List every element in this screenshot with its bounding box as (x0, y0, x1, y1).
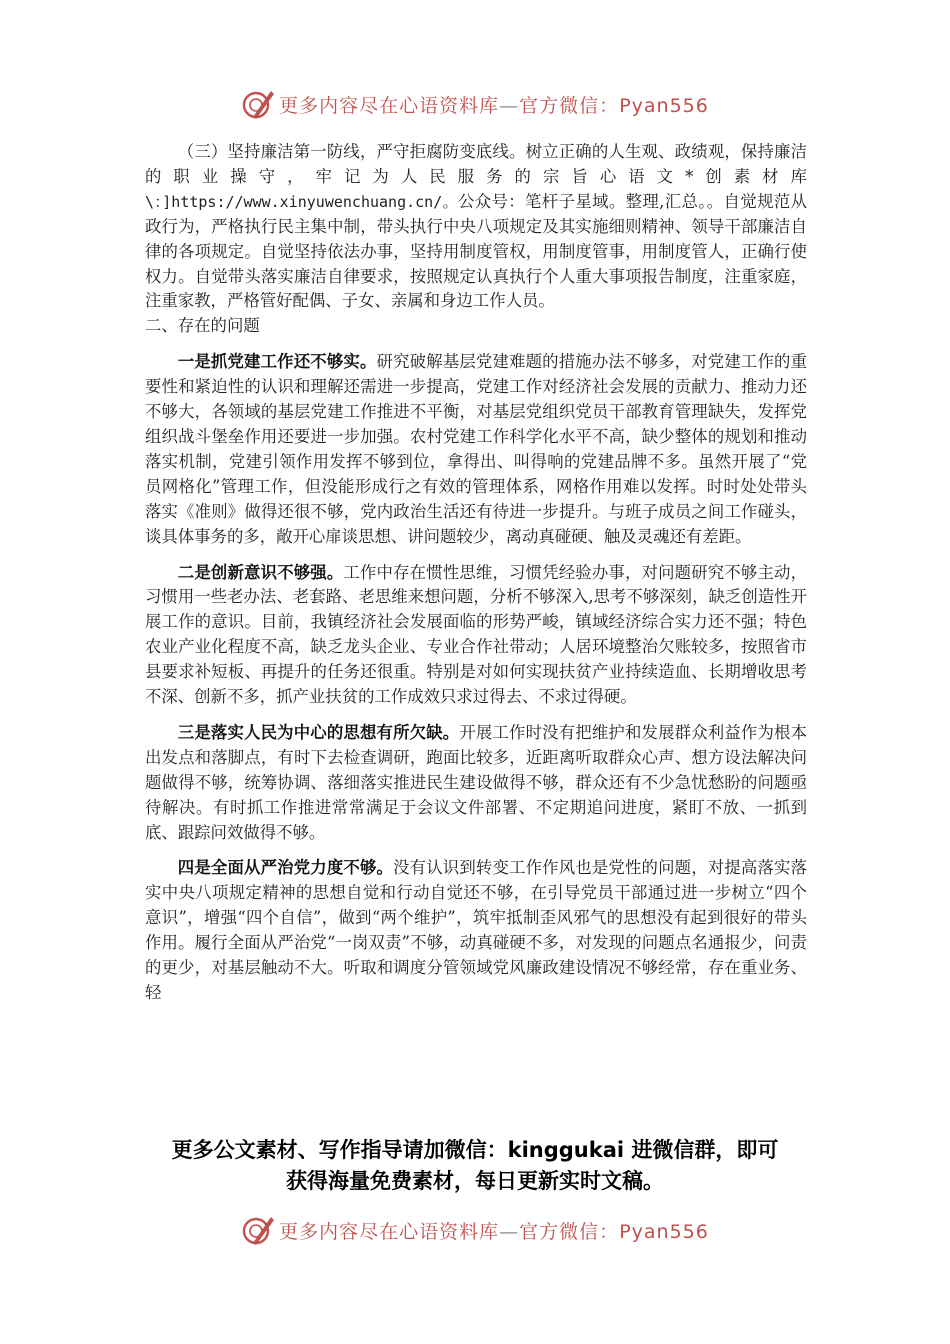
paragraph-issue-1: 一是抓党建工作还不够实。研究破解基层党建难题的措施办法不够多，对党建工作的重要性和紧迫性的认识和理解还需进一步提高，党建工作对经济社会发展的贡献力、推动力还不够大，各领域的基层党建工作推进不平衡，对基层党组织党员干部教育管理缺失，发挥党组织战斗堡垒作用还要进一步加强。农村党建工作科学化水平不高，缺少整体的规划和推动落实机制，党建引领作用发挥不够到位，拿得出、叫得响的党建品牌不多。虽然开展了“党员网格化”管理工作，但没能形成行之有效的管理体系，网格作用难以发挥。时时处处带头落实《准则》做得还很不够，党内政治生活还有待进一步提升。与班子成员之间工作碰头，谈具体事务的多，敞开心扉谈思想、讲问题较少，离动真碰硬、触及灵魂还有差距。 (145, 352, 807, 546)
paragraph-issue-3: 三是落实人民为中心的思想有所欠缺。开展工作时没有把维护和发展群众利益作为根本出发点和落脚点，有时下去检查调研，跑面比较多，近距离听取群众心声、想方设法解决问题做得不够，统筹协调、落细落实推进民生建设做得不够，群众还有不少急忧愁盼的问题亟待解决。有时抓工作推进常常满足于会议文件部署、不定期追问进度，紧盯不放、一抓到底、跟踪问效做得不够。 (145, 722, 807, 842)
footer-banner (0, 1212, 950, 1248)
header-banner (0, 86, 950, 122)
banner-text: 更多内容尽在心语资料库—官方微信：Pyan556 (279, 1220, 709, 1243)
paragraph-issue-2: 二是创新意识不够强。工作中存在惯性思维，习惯凭经验办事，对问题研究不够主动，习惯用一些老办法、老套路、老思维来想问题，分析不够深入,思考不够深刻，缺乏创造性开展工作的意识。目前，我镇经济社会发展面临的形势严峻，镇域经济综合实力还不强；特色农业产业化程度不高，缺乏龙头企业、专业合作社带动；人居环境整治欠账较多，按照省市县要求补短板、再提升的任务还很重。特别是对如何实现扶贫产业持续造血、长期增收思考不深、创新不多，抓产业扶贫的工作成效只求过得去、不求过得硬。 (145, 562, 807, 707)
paragraph-issue-4: 四是全面从严治党力度不够。没有认识到转变工作作风也是党性的问题，对提高落实落实中央八项规定精神的思想自觉和行动自觉还不够，在引导党员干部通过进一步树立“四个意识”，增强“四个自信”，做到“两个维护”，筑牢抵制歪风邪气的思想没有起到很好的带头作用。履行全面从严治党“一岗双责”不够，动真碰硬不多，对发现的问题点名通报少，问责的更少，对基层触动不大。听取和调度分管领域党风廉政建设情况不够经常，存在重业务、轻 (145, 858, 807, 1002)
banner-text: 更多内容尽在心语资料库—官方微信：Pyan556 (279, 94, 709, 117)
pen-seal-icon (241, 87, 275, 121)
promo-line-1: 更多公文素材、写作指导请加微信：kinggukai 进微信群，即可 (171, 1138, 779, 1162)
section-heading: 二、存在的问题 (145, 316, 260, 336)
promo-line-2: 获得海量免费素材，每日更新实时文稿。 (286, 1169, 664, 1193)
bottom-promo-note (140, 1135, 810, 1197)
pen-seal-icon (241, 1213, 275, 1247)
document-body (145, 140, 807, 1006)
paragraph-integrity: （三）坚持廉洁第一防线，严守拒腐防变底线。树立正确的人生观、政绩观，保持廉洁的职业操守，牢记为人民服务的宗旨心语文*创素材库\：]https://www.xinyuwenchuang.cn/。公众号：笔杆子星域。整理,汇总。。自觉规范从政行为，严格执行民主集中制，带头执行中央八项规定及其实施细则精神、领导干部廉洁自律的各项规定。自觉坚持依法办事，坚持用制度管权，用制度管事，用制度管人，正确行使权力。自觉带头落实廉洁自律要求，按照规定认真执行个人重大事项报告制度，注重家庭，注重家教，严格管好配偶、子女、亲属和身边工作人员。 (145, 142, 807, 311)
